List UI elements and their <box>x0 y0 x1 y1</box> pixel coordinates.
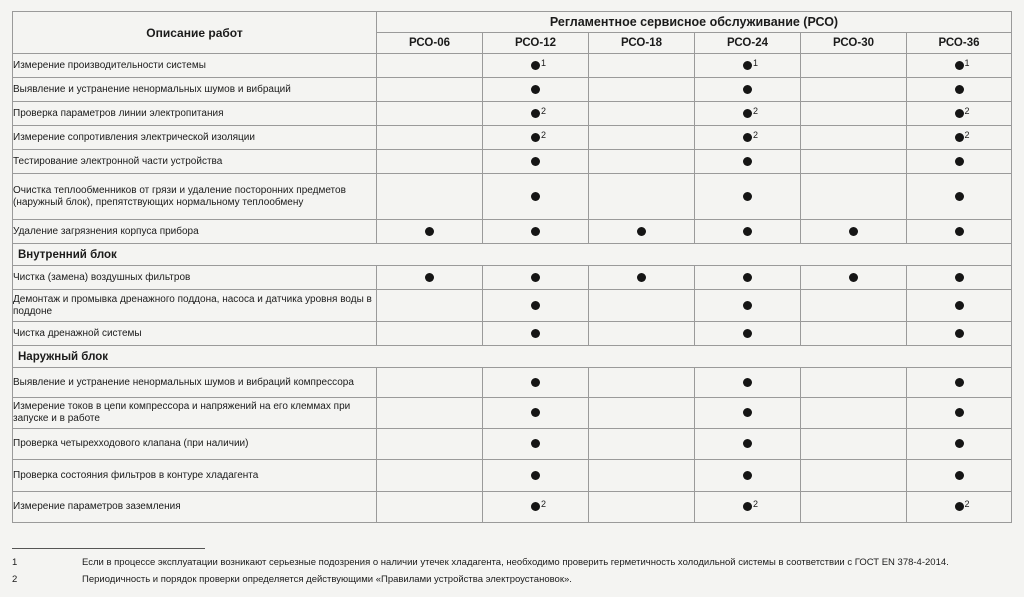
work-description: Удаление загрязнения корпуса прибора <box>13 220 377 244</box>
required-dot-icon <box>743 227 752 236</box>
schedule-cell <box>377 78 483 102</box>
schedule-cell <box>589 290 695 322</box>
schedule-cell <box>483 322 589 346</box>
table-row <box>13 492 1012 523</box>
schedule-cell <box>695 398 801 429</box>
required-dot-icon <box>743 471 752 480</box>
schedule-cell <box>695 492 801 523</box>
schedule-cell <box>907 54 1012 78</box>
required-dot-icon <box>955 502 964 511</box>
schedule-cell <box>907 126 1012 150</box>
table-row <box>13 174 1012 220</box>
footnote-text: Если в процессе эксплуатации возникают серьезные подозрения о наличии утечек хладагента, необходимо проверить герметичность холодильной системы в соответствии с ГОСТ EN 378-4-2014. <box>82 557 949 568</box>
required-dot-icon <box>849 273 858 282</box>
footnote-number: 1 <box>12 557 18 568</box>
schedule-cell <box>483 460 589 492</box>
schedule-cell <box>801 460 907 492</box>
work-description: Измерение токов в цепи компрессора и напряжений на его клеммах при запуске и в работе <box>13 398 377 429</box>
column-header: РСО-30 <box>801 33 907 54</box>
schedule-cell <box>483 54 589 78</box>
footnote-ref: 2 <box>541 499 547 509</box>
table-body <box>13 54 1012 523</box>
required-dot-icon <box>531 109 540 118</box>
required-dot-icon <box>531 273 540 282</box>
required-dot-icon <box>743 439 752 448</box>
schedule-cell <box>589 492 695 523</box>
schedule-cell <box>907 174 1012 220</box>
schedule-cell <box>907 460 1012 492</box>
column-header: РСО-12 <box>483 33 589 54</box>
schedule-cell <box>801 102 907 126</box>
footnote-ref: 2 <box>753 499 759 509</box>
schedule-cell <box>695 54 801 78</box>
table-row <box>13 150 1012 174</box>
schedule-cell <box>695 126 801 150</box>
required-dot-icon <box>637 227 646 236</box>
schedule-cell <box>589 398 695 429</box>
schedule-cell <box>695 368 801 398</box>
service-schedule-table <box>12 11 1012 523</box>
column-header: РСО-06 <box>377 33 483 54</box>
required-dot-icon <box>531 157 540 166</box>
required-dot-icon <box>637 273 646 282</box>
schedule-cell <box>695 220 801 244</box>
work-description: Выявление и устранение ненормальных шумов и вибраций <box>13 78 377 102</box>
schedule-cell <box>589 54 695 78</box>
footnote-text: Периодичность и порядок проверки определяется действующими «Правилами устройства электроустановок». <box>82 574 572 585</box>
schedule-cell <box>377 54 483 78</box>
schedule-cell <box>907 492 1012 523</box>
schedule-cell <box>695 322 801 346</box>
required-dot-icon <box>743 157 752 166</box>
required-dot-icon <box>955 273 964 282</box>
schedule-cell <box>801 220 907 244</box>
schedule-cell <box>801 266 907 290</box>
table-row <box>13 322 1012 346</box>
schedule-cell <box>483 266 589 290</box>
required-dot-icon <box>531 227 540 236</box>
schedule-cell <box>801 78 907 102</box>
required-dot-icon <box>531 192 540 201</box>
service-group-header: Регламентное сервисное обслуживание (РСО) <box>377 12 1012 33</box>
required-dot-icon <box>743 378 752 387</box>
schedule-cell <box>377 398 483 429</box>
footnote-ref: 2 <box>541 129 547 140</box>
required-dot-icon <box>531 471 540 480</box>
schedule-cell <box>801 290 907 322</box>
required-dot-icon <box>955 408 964 417</box>
section-title: Внутренний блок <box>13 244 1012 266</box>
required-dot-icon <box>743 133 752 142</box>
footnote-ref: 2 <box>964 129 970 140</box>
required-dot-icon <box>743 109 752 118</box>
required-dot-icon <box>955 192 964 201</box>
section-row <box>13 346 1012 368</box>
schedule-cell <box>801 54 907 78</box>
required-dot-icon <box>531 329 540 338</box>
required-dot-icon <box>955 133 964 142</box>
schedule-cell <box>377 368 483 398</box>
required-dot-icon <box>955 439 964 448</box>
schedule-cell <box>589 174 695 220</box>
schedule-cell <box>483 290 589 322</box>
schedule-cell <box>907 220 1012 244</box>
schedule-cell <box>801 150 907 174</box>
footnote-number: 2 <box>12 574 18 585</box>
description-column-header: Описание работ <box>13 12 377 54</box>
schedule-cell <box>483 102 589 126</box>
work-description: Очистка теплообменников от грязи и удаление посторонних предметов (наружный блок), препятствующих нормальному теплообмену <box>13 174 377 220</box>
section-row <box>13 244 1012 266</box>
schedule-cell <box>483 220 589 244</box>
required-dot-icon <box>743 273 752 282</box>
table-row <box>13 102 1012 126</box>
footnote-ref: 2 <box>753 129 759 140</box>
schedule-cell <box>801 368 907 398</box>
schedule-cell <box>377 102 483 126</box>
schedule-cell <box>377 460 483 492</box>
schedule-cell <box>907 78 1012 102</box>
schedule-cell <box>801 492 907 523</box>
work-description: Выявление и устранение ненормальных шумов и вибраций компрессора <box>13 368 377 398</box>
work-description: Чистка дренажной системы <box>13 322 377 346</box>
schedule-cell <box>801 429 907 460</box>
required-dot-icon <box>955 85 964 94</box>
column-header: РСО-18 <box>589 33 695 54</box>
schedule-cell <box>377 322 483 346</box>
required-dot-icon <box>425 273 434 282</box>
schedule-cell <box>377 126 483 150</box>
table-row <box>13 460 1012 492</box>
schedule-cell <box>695 266 801 290</box>
schedule-cell <box>589 126 695 150</box>
work-description: Проверка состояния фильтров в контуре хладагента <box>13 460 377 492</box>
schedule-cell <box>801 126 907 150</box>
schedule-cell <box>483 174 589 220</box>
required-dot-icon <box>743 408 752 417</box>
required-dot-icon <box>425 227 434 236</box>
schedule-cell <box>589 78 695 102</box>
schedule-cell <box>377 220 483 244</box>
table-row <box>13 220 1012 244</box>
required-dot-icon <box>531 502 540 511</box>
schedule-cell <box>377 290 483 322</box>
work-description: Измерение производительности системы <box>13 54 377 78</box>
schedule-cell <box>589 102 695 126</box>
required-dot-icon <box>743 61 752 70</box>
required-dot-icon <box>743 192 752 201</box>
footnote-ref: 1 <box>964 57 970 68</box>
footnote-ref: 1 <box>753 57 759 68</box>
schedule-cell <box>589 220 695 244</box>
required-dot-icon <box>955 471 964 480</box>
schedule-cell <box>377 174 483 220</box>
required-dot-icon <box>743 329 752 338</box>
required-dot-icon <box>531 378 540 387</box>
schedule-cell <box>907 102 1012 126</box>
footnote-ref: 2 <box>964 499 970 509</box>
work-description: Проверка четырехходового клапана (при наличии) <box>13 429 377 460</box>
required-dot-icon <box>531 61 540 70</box>
table-row <box>13 78 1012 102</box>
schedule-cell <box>377 150 483 174</box>
schedule-cell <box>589 322 695 346</box>
schedule-cell <box>589 266 695 290</box>
required-dot-icon <box>531 133 540 142</box>
schedule-cell <box>695 78 801 102</box>
required-dot-icon <box>955 157 964 166</box>
schedule-cell <box>907 368 1012 398</box>
required-dot-icon <box>955 227 964 236</box>
schedule-cell <box>377 266 483 290</box>
column-header: РСО-24 <box>695 33 801 54</box>
work-description: Чистка (замена) воздушных фильтров <box>13 266 377 290</box>
required-dot-icon <box>743 502 752 511</box>
schedule-cell <box>907 322 1012 346</box>
table-row <box>13 290 1012 322</box>
schedule-cell <box>801 174 907 220</box>
schedule-cell <box>483 78 589 102</box>
table-row <box>13 126 1012 150</box>
work-description: Проверка параметров линии электропитания <box>13 102 377 126</box>
required-dot-icon <box>955 109 964 118</box>
footnote-ref: 2 <box>541 105 547 116</box>
schedule-cell <box>483 150 589 174</box>
schedule-cell <box>695 290 801 322</box>
table-row <box>13 398 1012 429</box>
required-dot-icon <box>743 85 752 94</box>
schedule-cell <box>377 429 483 460</box>
schedule-cell <box>695 150 801 174</box>
work-description: Тестирование электронной части устройства <box>13 150 377 174</box>
schedule-cell <box>589 429 695 460</box>
schedule-cell <box>907 266 1012 290</box>
schedule-cell <box>483 126 589 150</box>
required-dot-icon <box>531 301 540 310</box>
schedule-cell <box>695 429 801 460</box>
schedule-cell <box>483 429 589 460</box>
required-dot-icon <box>849 227 858 236</box>
work-description: Демонтаж и промывка дренажного поддона, насоса и датчика уровня воды в поддоне <box>13 290 377 322</box>
work-description: Измерение сопротивления электрической изоляции <box>13 126 377 150</box>
work-description: Измерение параметров заземления <box>13 492 377 523</box>
schedule-cell <box>483 368 589 398</box>
schedule-cell <box>907 150 1012 174</box>
required-dot-icon <box>531 439 540 448</box>
footnote-divider <box>12 548 205 549</box>
table-row <box>13 368 1012 398</box>
table-row <box>13 429 1012 460</box>
schedule-cell <box>907 398 1012 429</box>
footnote-ref: 2 <box>753 105 759 116</box>
required-dot-icon <box>955 329 964 338</box>
footnote-ref: 2 <box>964 105 970 116</box>
schedule-cell <box>695 460 801 492</box>
required-dot-icon <box>743 301 752 310</box>
schedule-cell <box>483 492 589 523</box>
schedule-cell <box>801 322 907 346</box>
required-dot-icon <box>531 408 540 417</box>
schedule-cell <box>907 429 1012 460</box>
schedule-cell <box>801 398 907 429</box>
section-title: Наружный блок <box>13 346 1012 368</box>
required-dot-icon <box>955 378 964 387</box>
schedule-cell <box>589 460 695 492</box>
schedule-cell <box>377 492 483 523</box>
table-row <box>13 266 1012 290</box>
schedule-cell <box>907 290 1012 322</box>
schedule-cell <box>589 150 695 174</box>
schedule-cell <box>589 368 695 398</box>
footnote-ref: 1 <box>541 57 547 68</box>
table-row <box>13 54 1012 78</box>
required-dot-icon <box>955 301 964 310</box>
required-dot-icon <box>531 85 540 94</box>
schedule-cell <box>695 102 801 126</box>
schedule-cell <box>695 174 801 220</box>
schedule-cell <box>483 398 589 429</box>
required-dot-icon <box>955 61 964 70</box>
column-header: РСО-36 <box>907 33 1012 54</box>
